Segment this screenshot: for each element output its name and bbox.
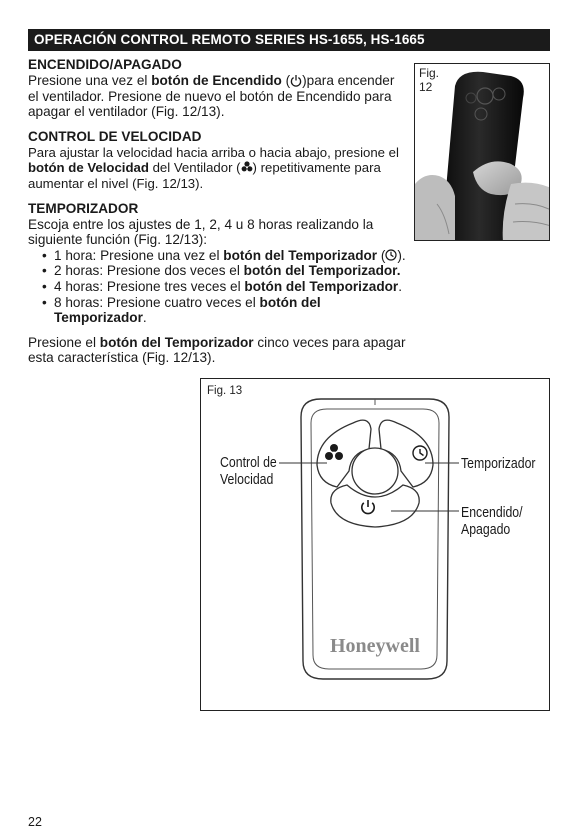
power-icon	[290, 74, 302, 87]
power-text-part: )para encender el ventilador. Presione de nuevo el botón de Encendido para apagar el ventilador (Fig. 12/13).	[28, 73, 395, 120]
timer-callout-line: Temporizador	[461, 455, 536, 472]
timer-button-term: botón del Temporizador	[223, 247, 378, 263]
timer-button-term: botón del Temporizador	[99, 334, 254, 350]
power-text-part: (	[281, 73, 291, 88]
figure-13-diagram	[200, 378, 550, 711]
timer-outro	[28, 335, 406, 366]
speed-section	[28, 129, 406, 192]
power-callout-line: Apagado	[461, 521, 511, 538]
list-item-text: 1 hora: Presione una vez el	[54, 247, 224, 263]
fan-icon	[241, 161, 253, 173]
timer-heading: TEMPORIZADOR	[28, 200, 139, 216]
timer-callout	[461, 455, 536, 472]
power-callout-line: Encendido/	[461, 504, 523, 521]
list-item-text: 4 horas: Presione tres veces el	[54, 278, 245, 294]
timer-intro: Escoja entre los ajustes de 1, 2, 4 u 8 horas realizando la siguiente función (Fig. 12/13):	[28, 216, 374, 248]
timer-button-term: botón del Temporizador	[244, 278, 399, 294]
timer-outro-text: cinco veces para apagar esta característica (Fig. 12/13).	[28, 334, 406, 366]
honeywell-logo: Honeywell	[330, 635, 420, 657]
list-item-text: (	[377, 247, 386, 263]
speed-callout-line: Control de	[220, 454, 277, 471]
list-item	[28, 263, 406, 279]
section-title: OPERACIÓN CONTROL REMOTO SERIES HS-1655, HS-1665	[34, 32, 425, 47]
remote-diagram	[201, 379, 549, 710]
power-callout	[461, 504, 523, 538]
speed-text-part: ) repetitivamente para aumentar el nivel (Fig. 12/13).	[28, 160, 381, 191]
list-item-text: 2 horas: Presione dos veces el	[54, 263, 244, 279]
instructions-column	[28, 57, 406, 375]
speed-callout-line: Velocidad	[220, 471, 274, 488]
timer-button-term: botón del Temporizador.	[243, 263, 401, 279]
speed-callout	[220, 454, 277, 488]
figure-12-photo	[414, 63, 550, 241]
figure-13-label: Fig. 13	[207, 385, 243, 397]
timer-outro-text: Presione el	[28, 334, 100, 350]
timer-button-term: botón del Temporizador	[54, 294, 321, 326]
figure-12-label-line: Fig.	[419, 66, 440, 80]
power-heading: ENCENDIDO/APAGADO	[28, 57, 182, 72]
section-header	[28, 29, 550, 51]
speed-text	[28, 145, 406, 192]
speed-button-term: botón de Velocidad	[28, 160, 149, 176]
list-item-text: .	[142, 310, 147, 326]
list-item	[28, 248, 406, 264]
list-item	[28, 295, 406, 326]
speed-text-part: del Ventilador (	[148, 160, 241, 176]
power-section	[28, 57, 406, 120]
list-item	[28, 279, 406, 295]
timer-list	[28, 248, 406, 326]
timer-section	[28, 201, 406, 366]
page-number: 22	[28, 815, 42, 829]
power-text	[28, 73, 406, 120]
list-item-text: ).	[397, 247, 406, 263]
figure-12-label-line: 12	[419, 80, 433, 94]
speed-heading: CONTROL DE VELOCIDAD	[28, 128, 202, 144]
clock-icon	[385, 249, 397, 261]
list-item-text: 8 horas: Presione cuatro veces el	[54, 294, 260, 310]
list-item-text: .	[398, 278, 402, 294]
figure-12-label	[419, 66, 439, 94]
power-text-part: Presione una vez el	[28, 73, 152, 88]
speed-text-part: Para ajustar la velocidad hacia arriba o hacia abajo, presione el	[28, 144, 399, 160]
power-button-term: botón de Encendido	[151, 73, 282, 88]
